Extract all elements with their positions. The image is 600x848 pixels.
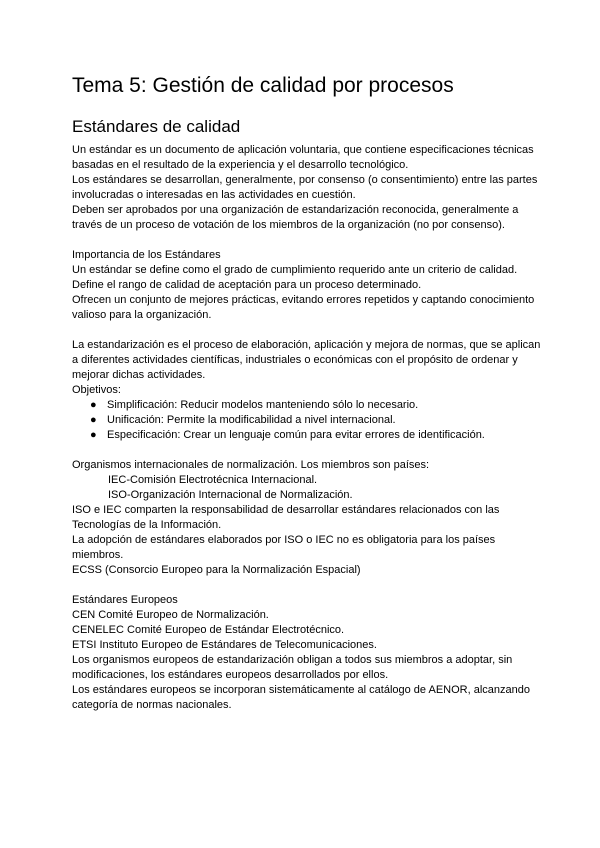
organismo-member: ISO-Organización Internacional de Normalización. xyxy=(108,489,353,501)
objetivo-text: Unificación: Permite la modificabilidad a nivel internacional. xyxy=(107,414,396,426)
objetivos-label: Objetivos: xyxy=(72,384,121,396)
list-item xyxy=(72,428,542,443)
bullet-icon: ● xyxy=(90,414,97,426)
europeos-line: CEN Comité Europeo de Normalización. xyxy=(72,609,269,621)
organismos-line: ISO e IEC comparten la responsabilidad de desarrollar estándares relacionados con las Tecnologías de la Información. xyxy=(72,504,500,531)
importancia-heading: Importancia de los Estándares xyxy=(72,249,221,261)
paragraph-spacer xyxy=(72,233,542,248)
bullet-icon: ● xyxy=(90,399,97,411)
europeos-line: Los organismos europeos de estandarización obligan a todos sus miembros a adoptar, sin modificaciones, los estándares europeos desarrollados por ellos. xyxy=(72,654,513,681)
bullet-icon: ● xyxy=(90,429,97,441)
list-item xyxy=(72,413,542,428)
paragraph-spacer xyxy=(72,578,542,593)
paragraph-spacer xyxy=(72,323,542,338)
paragraph-spacer xyxy=(72,443,542,458)
estandarizacion-paragraph: La estandarización es el proceso de elaboración, aplicación y mejora de normas, que se aplican a diferentes actividades científicas, industriales o económicas con el propósito de ordenar y mejorar dichas actividades. xyxy=(72,339,541,381)
list-item xyxy=(72,398,542,413)
document-body xyxy=(72,143,542,713)
objetivos-list xyxy=(72,398,542,443)
importancia-line: Define el rango de calidad de aceptación para un proceso determinado. xyxy=(72,279,422,291)
objetivo-text: Simplificación: Reducir modelos manteniendo sólo lo necesario. xyxy=(107,399,419,411)
europeos-line: CENELEC Comité Europeo de Estándar Electrotécnico. xyxy=(72,624,345,636)
organismos-line: ECSS (Consorcio Europeo para la Normalización Espacial) xyxy=(72,564,361,576)
europeos-line: ETSI Instituto Europeo de Estándares de Telecomunicaciones. xyxy=(72,639,377,651)
intro-paragraph: Los estándares se desarrollan, generalmente, por consenso (o consentimiento) entre las partes involucradas o interesadas en las actividades en cuestión. xyxy=(72,174,538,201)
section-title: Estándares de calidad xyxy=(72,117,241,136)
importancia-line: Ofrecen un conjunto de mejores prácticas, evitando errores repetidos y captando conocimiento valioso para la organización. xyxy=(72,294,535,321)
objetivo-text: Especificación: Crear un lenguaje común para evitar errores de identificación. xyxy=(107,429,485,441)
europeos-heading: Estándares Europeos xyxy=(72,594,178,606)
page-title: Tema 5: Gestión de calidad por procesos xyxy=(72,74,454,97)
intro-paragraph: Un estándar es un documento de aplicación voluntaria, que contiene especificaciones técnicas basadas en el resultado de la experiencia y el desarrollo tecnológico. xyxy=(72,144,534,171)
organismos-line: La adopción de estándares elaborados por ISO o IEC no es obligatoria para los países miembros. xyxy=(72,534,496,561)
organismos-intro: Organismos internacionales de normalización. Los miembros son países: xyxy=(72,459,430,471)
importancia-line: Un estándar se define como el grado de cumplimiento requerido ante un criterio de calidad. xyxy=(72,264,518,276)
intro-paragraph: Deben ser aprobados por una organización de estandarización reconocida, generalmente a través de un proceso de votación de los miembros de la organización (no por consenso). xyxy=(72,204,519,231)
organismo-member: IEC-Comisión Electrotécnica Internacional. xyxy=(108,474,318,486)
europeos-line: Los estándares europeos se incorporan sistemáticamente al catálogo de AENOR, alcanzando categoría de normas nacionales. xyxy=(72,684,530,711)
